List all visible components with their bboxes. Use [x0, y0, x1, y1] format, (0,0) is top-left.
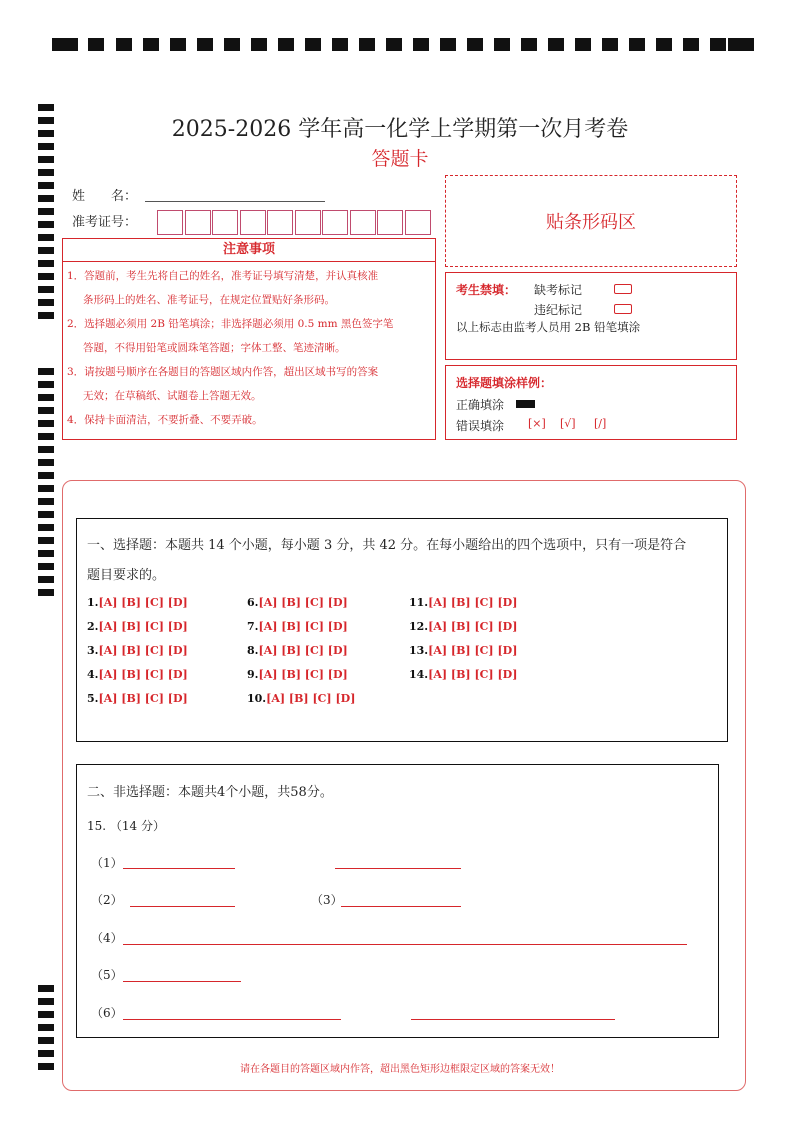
violation-mark-box[interactable] [614, 304, 632, 314]
timing-mark [548, 38, 564, 51]
page-subtitle: 答题卡 [371, 148, 429, 170]
timing-mark [38, 446, 54, 453]
notice-item: 1．答题前，考生先将自己的姓名，准考证号填写清楚，并认真核准 [67, 270, 379, 282]
choice-question[interactable] [409, 644, 517, 657]
timing-mark [38, 1037, 54, 1044]
answer-options[interactable]: [A] [B] [C] [D] [258, 596, 348, 609]
timing-mark [38, 208, 54, 215]
ticket-number-label: 准考证号： [72, 215, 138, 230]
question-number: 2. [87, 620, 99, 633]
proctor-note: 以上标志由监考人员用 2B 铅笔填涂 [456, 320, 641, 334]
timing-mark [38, 472, 54, 479]
answer-line[interactable] [411, 1019, 615, 1020]
answer-line[interactable] [335, 868, 461, 869]
timing-mark [38, 368, 54, 375]
timing-mark [38, 221, 54, 228]
timing-mark [38, 433, 54, 440]
sub-question-label: （2） [91, 893, 123, 907]
question-15-label: 15. （14 分） [87, 819, 165, 833]
answer-options[interactable]: [A] [B] [C] [D] [428, 668, 518, 681]
timing-mark [521, 38, 537, 51]
sub-question-label: （3） [311, 893, 343, 907]
timing-mark [305, 38, 321, 51]
answer-options[interactable]: [A] [B] [C] [D] [428, 620, 518, 633]
timing-mark [38, 394, 54, 401]
non-choice-section-title: 二、非选择题：本题共4个小题，共58分。 [87, 785, 333, 800]
timing-mark [38, 273, 54, 280]
absent-mark-box[interactable] [614, 284, 632, 294]
timing-mark [38, 498, 54, 505]
choice-question[interactable] [87, 668, 188, 681]
timing-mark [332, 38, 348, 51]
answer-options[interactable]: [A] [B] [C] [D] [428, 644, 518, 657]
timing-mark [38, 195, 54, 202]
answer-line[interactable] [341, 906, 461, 907]
wrong-mark-x: [×] [528, 417, 546, 430]
question-number: 12. [409, 620, 429, 633]
timing-mark [38, 998, 54, 1005]
ticket-digit-box[interactable] [267, 210, 293, 235]
answer-options[interactable]: [A] [B] [C] [D] [98, 668, 188, 681]
timing-mark [38, 299, 54, 306]
timing-mark [38, 537, 54, 544]
timing-mark [602, 38, 618, 51]
left-timing-marks-middle [38, 368, 54, 604]
ticket-digit-box[interactable] [212, 210, 238, 235]
timing-mark [386, 38, 402, 51]
timing-mark [38, 563, 54, 570]
answer-options[interactable]: [A] [B] [C] [D] [98, 692, 188, 705]
question-number: 10. [247, 692, 267, 705]
choice-question[interactable] [409, 668, 517, 681]
ticket-digit-box[interactable] [322, 210, 348, 235]
timing-mark [38, 589, 54, 596]
timing-mark [38, 182, 54, 189]
choice-question[interactable] [409, 596, 517, 609]
timing-mark [251, 38, 267, 51]
sample-title: 选择题填涂样例： [456, 376, 553, 390]
ticket-number-boxes[interactable] [157, 210, 432, 235]
answer-options[interactable]: [A] [B] [C] [D] [98, 620, 188, 633]
ticket-digit-box[interactable] [240, 210, 266, 235]
timing-mark [278, 38, 294, 51]
ticket-digit-box[interactable] [295, 210, 321, 235]
timing-mark [170, 38, 186, 51]
timing-mark [467, 38, 483, 51]
answer-options[interactable]: [A] [B] [C] [D] [428, 596, 518, 609]
notice-item: 无效；在草稿纸、试题卷上答题无效。 [83, 390, 262, 402]
timing-mark [656, 38, 672, 51]
notice-item: 3．请按题号顺序在各题目的答题区域内作答，超出区域书写的答案 [67, 366, 379, 378]
answer-options[interactable]: [A] [B] [C] [D] [258, 644, 348, 657]
timing-mark [38, 1024, 54, 1031]
timing-mark [728, 38, 754, 51]
answer-options[interactable]: [A] [B] [C] [D] [266, 692, 356, 705]
answer-options[interactable]: [A] [B] [C] [D] [98, 596, 188, 609]
timing-mark [38, 247, 54, 254]
wrong-mark-check: [√] [560, 417, 576, 430]
name-field[interactable] [145, 201, 325, 202]
timing-mark [38, 524, 54, 531]
timing-mark [38, 1050, 54, 1057]
answer-options[interactable]: [A] [B] [C] [D] [258, 620, 348, 633]
answer-options[interactable]: [A] [B] [C] [D] [258, 668, 348, 681]
timing-mark [38, 260, 54, 267]
timing-mark [629, 38, 645, 51]
non-choice-section [76, 764, 719, 1038]
timing-mark [224, 38, 240, 51]
page-title: 2025-2026 学年高一化学上学期第一次月考卷 [171, 117, 629, 142]
question-number: 11. [409, 596, 429, 609]
choice-question[interactable] [247, 692, 355, 705]
notice-item: 4．保持卡面清洁，不要折叠、不要弄破。 [67, 414, 263, 426]
timing-mark [710, 38, 726, 51]
choice-question[interactable] [87, 644, 188, 657]
timing-mark [38, 550, 54, 557]
choice-question[interactable] [409, 620, 517, 633]
choice-section [76, 518, 728, 742]
timing-mark [38, 104, 54, 111]
correct-fill-example [516, 400, 535, 408]
ticket-digit-box[interactable] [350, 210, 376, 235]
notice-item: 条形码上的姓名、准考证号，在规定位置贴好条形码。 [83, 294, 335, 306]
notice-item: 答题，不得用铅笔或圆珠笔答题；字体工整、笔迹清晰。 [83, 342, 346, 354]
sub-question-label: （4） [91, 931, 123, 945]
ticket-digit-box[interactable] [185, 210, 211, 235]
choice-section-title: 一、选择题：本题共 14 个小题，每小题 3 分，共 42 分。在每小题给出的四个选项中，只有一项是符合 [87, 538, 687, 553]
answer-line[interactable] [123, 1019, 341, 1020]
timing-mark [575, 38, 591, 51]
timing-mark [38, 459, 54, 466]
answer-line[interactable] [123, 981, 241, 982]
timing-mark [38, 407, 54, 414]
timing-mark [143, 38, 159, 51]
timing-mark [440, 38, 456, 51]
timing-mark [38, 381, 54, 388]
question-number: 6. [247, 596, 259, 609]
wrong-fill-label: 错误填涂 [456, 419, 505, 433]
sub-question-label: （5） [91, 968, 123, 982]
ticket-digit-box[interactable] [377, 210, 403, 235]
timing-mark [38, 511, 54, 518]
timing-mark [38, 485, 54, 492]
timing-mark [38, 420, 54, 427]
timing-mark [683, 38, 699, 51]
choice-question[interactable] [247, 620, 348, 633]
timing-mark [197, 38, 213, 51]
question-number: 1. [87, 596, 99, 609]
ticket-digit-box[interactable] [405, 210, 431, 235]
question-number: 13. [409, 644, 429, 657]
answer-line[interactable] [123, 868, 235, 869]
notice-title: 注意事项 [63, 239, 435, 262]
answer-options[interactable]: [A] [B] [C] [D] [98, 644, 188, 657]
answer-line[interactable] [130, 906, 235, 907]
timing-mark [413, 38, 429, 51]
choice-question[interactable] [247, 596, 348, 609]
choice-question[interactable] [247, 644, 348, 657]
barcode-label: 贴条形码区 [546, 212, 636, 233]
notice-item: 2．选择题必须用 2B 铅笔填涂；非选择题必须用 0.5 mm 黑色签字笔 [67, 318, 394, 330]
timing-mark [359, 38, 375, 51]
question-number: 3. [87, 644, 99, 657]
timing-mark [38, 286, 54, 293]
timing-mark [38, 312, 54, 319]
choice-question[interactable] [87, 620, 188, 633]
question-number: 4. [87, 668, 99, 681]
timing-mark [38, 234, 54, 241]
question-number: 8. [247, 644, 259, 657]
fill-sample-box [445, 365, 737, 440]
choice-question[interactable] [87, 692, 188, 705]
wrong-mark-slash: [/] [594, 417, 607, 430]
question-number: 14. [409, 668, 429, 681]
answer-line[interactable] [123, 944, 687, 945]
choice-section-title-cont: 题目要求的。 [87, 568, 166, 583]
name-label: 姓 名： [72, 189, 138, 204]
sub-question-label: （1） [91, 856, 123, 870]
ticket-digit-box[interactable] [157, 210, 183, 235]
correct-fill-label: 正确填涂 [456, 398, 505, 412]
top-timing-marks [52, 38, 754, 51]
question-number: 7. [247, 620, 259, 633]
violation-label: 违纪标记 [534, 303, 583, 317]
question-number: 9. [247, 668, 259, 681]
candidate-restricted-box [445, 272, 737, 360]
question-number: 5. [87, 692, 99, 705]
candidate-box-title: 考生禁填： [456, 283, 517, 297]
timing-mark [38, 576, 54, 583]
timing-mark [494, 38, 510, 51]
barcode-area [445, 175, 737, 267]
timing-mark [38, 985, 54, 992]
sub-question-label: （6） [91, 1006, 123, 1020]
choice-question[interactable] [247, 668, 348, 681]
absent-label: 缺考标记 [534, 283, 583, 297]
timing-mark [88, 38, 104, 51]
timing-mark [116, 38, 132, 51]
timing-mark [52, 38, 78, 51]
timing-mark [38, 1011, 54, 1018]
notice-box [62, 238, 436, 440]
choice-question[interactable] [87, 596, 188, 609]
footer-note: 请在各题目的答题区域内作答，超出黑色矩形边框限定区域的答案无效！ [240, 1064, 560, 1075]
